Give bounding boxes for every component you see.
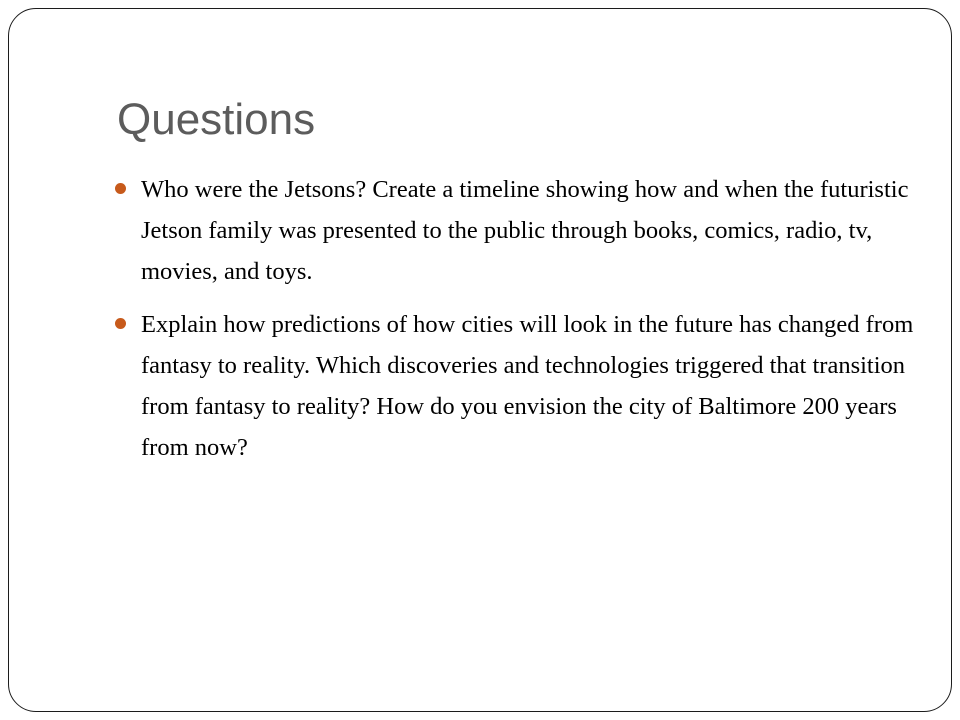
bullet-text: Explain how predictions of how cities will look in the future has changed from fantasy to reality. Which discoveries and technologies triggered that transition from fantasy to reality? How do you envision the city of Baltimore 200 years from now? [141,311,914,461]
bullet-text: Who were the Jetsons? Create a timeline showing how and when the futuristic Jetson family was presented to the public through books, comics, radio, tv, movies, and toys. [141,176,909,285]
slide-frame [8,8,952,712]
slide-title: Questions [117,95,316,144]
bullet-item [115,169,915,292]
bullet-item [115,304,915,468]
bullet-icon [115,318,126,329]
bullet-list [115,169,915,480]
bullet-icon [115,183,126,194]
